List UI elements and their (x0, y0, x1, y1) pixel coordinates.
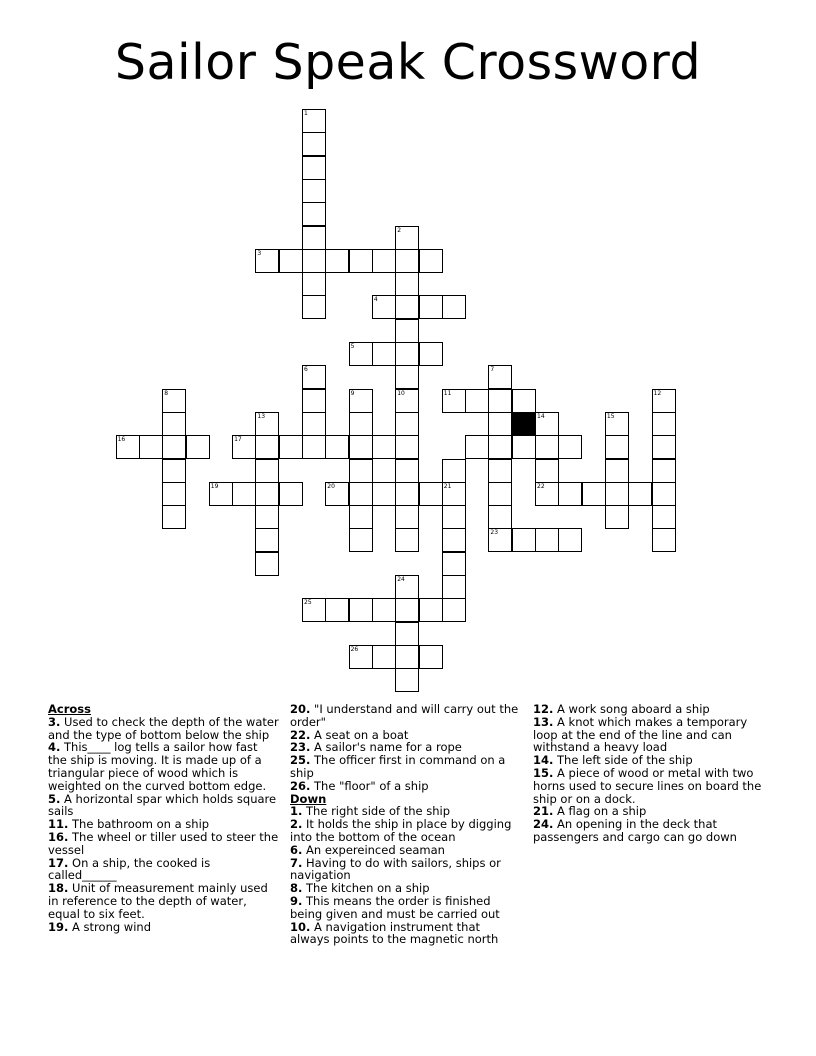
clue-text: It holds the ship in place by digging into the bottom of the ocean (290, 817, 512, 844)
grid-cell[interactable] (302, 435, 326, 459)
grid-cell[interactable] (395, 528, 419, 552)
grid-cell[interactable] (302, 365, 326, 389)
grid-cell[interactable] (442, 552, 466, 576)
clue-number-label: 21. (533, 804, 554, 819)
grid-cell[interactable] (279, 482, 303, 506)
grid-cell[interactable] (488, 365, 512, 389)
grid-cell[interactable] (302, 179, 326, 203)
clue-text: This____ log tells a sailor how fast the ship is moving. It is made up of a triangular piece of wood which is weighted on the curved bottom edge. (48, 740, 267, 793)
clue-text: An expereinced seaman (302, 842, 445, 857)
clue-number-label: 13. (533, 714, 554, 729)
grid-cell[interactable] (465, 435, 489, 459)
grid-cell[interactable] (302, 109, 326, 133)
clue-text: The officer first in command on a ship (290, 753, 506, 780)
clue-number: 20 (327, 482, 335, 490)
grid-cell[interactable] (419, 598, 443, 622)
clue-number-label: 15. (533, 765, 554, 780)
grid-cell[interactable] (488, 435, 512, 459)
grid-cell[interactable] (162, 435, 186, 459)
clue-number: 12 (653, 389, 662, 397)
grid-cell[interactable] (488, 528, 512, 552)
grid-cell[interactable] (349, 598, 373, 622)
grid-cell[interactable] (535, 412, 559, 436)
clue-number-label: 16. (48, 829, 69, 844)
grid-cell[interactable] (372, 598, 396, 622)
grid-cell[interactable] (349, 435, 373, 459)
clue-text: Used to check the depth of the water and the type of bottom below the ship (48, 714, 279, 742)
grid-cell[interactable] (419, 645, 443, 669)
clue-number: 5 (350, 343, 355, 350)
clue-text: The kitchen on a ship (302, 881, 430, 896)
grid-cell[interactable] (535, 482, 559, 506)
clue-number-label: 4. (48, 740, 61, 755)
grid-cell[interactable] (349, 459, 373, 483)
grid-cell[interactable] (255, 482, 279, 506)
grid-cell[interactable] (139, 435, 163, 459)
grid-cell[interactable] (512, 528, 536, 552)
clue-number: 23 (490, 529, 499, 537)
black-cell (512, 412, 536, 436)
grid-cell[interactable] (512, 389, 536, 413)
clue-number: 8 (164, 389, 169, 397)
grid-cell[interactable] (395, 412, 419, 436)
clue-number: 24 (397, 576, 405, 583)
clue-number-label: 3. (48, 714, 61, 729)
grid-cell[interactable] (605, 412, 629, 436)
clue-text: A navigation instrument that always points to the magnetic north (290, 919, 499, 947)
clue-number: 19 (210, 482, 219, 490)
clue-number-label: 8. (290, 881, 303, 896)
grid-cell[interactable] (302, 272, 326, 296)
clue-text: The left side of the ship (553, 753, 693, 768)
clues-column-1 (48, 703, 280, 933)
grid-cell[interactable] (209, 482, 233, 506)
grid-cell[interactable] (302, 295, 326, 319)
grid-cell[interactable] (395, 645, 419, 669)
grid-cell[interactable] (255, 459, 279, 483)
grid-cell[interactable] (302, 389, 326, 413)
clue-text: The wheel or tiller used to steer the vessel (48, 829, 279, 857)
grid-cell[interactable] (349, 528, 373, 552)
grid-cell[interactable] (302, 598, 326, 622)
grid-cell[interactable] (558, 528, 582, 552)
grid-cell[interactable] (395, 575, 419, 599)
clue-number-label: 9. (290, 893, 303, 908)
clue-number-label: 24. (533, 817, 554, 832)
grid-cell[interactable] (255, 528, 279, 552)
grid-cell[interactable] (349, 482, 373, 506)
grid-cell[interactable] (349, 505, 373, 529)
clue-text: A sailor's name for a rope (310, 740, 462, 755)
clue-item (48, 921, 280, 934)
grid-cell[interactable] (488, 459, 512, 483)
clue-item (533, 767, 765, 805)
clue-number: 26 (350, 645, 359, 653)
grid-cell[interactable] (279, 249, 303, 273)
clue-number: 7 (490, 366, 495, 374)
grid-cell[interactable] (372, 482, 396, 506)
grid-cell[interactable] (255, 505, 279, 529)
grid-cell[interactable] (116, 435, 140, 459)
page-title: Sailor Speak Crossword (114, 34, 702, 91)
clue-number: 11 (443, 389, 452, 397)
grid-cell[interactable] (419, 295, 443, 319)
grid-cell[interactable] (512, 435, 536, 459)
grid-cell[interactable] (488, 505, 512, 529)
clue-item (48, 741, 280, 792)
clue-number: 1 (304, 110, 308, 117)
clue-number-label: 10. (290, 919, 311, 934)
grid-cell[interactable] (325, 482, 349, 506)
clue-text: A strong wind (68, 919, 151, 934)
grid-cell[interactable] (488, 482, 512, 506)
grid-cell[interactable] (652, 482, 676, 506)
clue-number: 16 (117, 436, 126, 444)
grid-cell[interactable] (442, 528, 466, 552)
grid-cell[interactable] (652, 459, 676, 483)
grid-cell[interactable] (255, 435, 279, 459)
clue-number: 10 (397, 389, 405, 397)
grid-cell[interactable] (372, 295, 396, 319)
clue-item (290, 818, 522, 844)
clue-number-label: 25. (290, 753, 311, 768)
grid-cell[interactable] (442, 482, 466, 506)
clue-number: 25 (304, 599, 312, 607)
grid-cell[interactable] (395, 668, 419, 692)
across-header: Across (48, 702, 91, 716)
grid-cell[interactable] (372, 645, 396, 669)
grid-cell[interactable] (558, 435, 582, 459)
clue-item (48, 831, 280, 857)
grid-cell[interactable] (349, 645, 373, 669)
clue-number: 21 (443, 482, 452, 490)
clue-number-label: 20. (290, 702, 311, 716)
grid-cell[interactable] (442, 575, 466, 599)
grid-cell[interactable] (395, 342, 419, 366)
grid-cell[interactable] (232, 435, 256, 459)
grid-cell[interactable] (302, 226, 326, 250)
clue-item (533, 716, 765, 754)
clue-item (290, 703, 522, 729)
grid-cell[interactable] (395, 459, 419, 483)
clue-item (48, 793, 280, 819)
clue-text: An opening in the deck that passengers and cargo can go down (533, 817, 737, 844)
grid-cell[interactable] (395, 295, 419, 319)
clue-text: The right side of the ship (302, 804, 451, 819)
clue-text: A flag on a ship (553, 804, 647, 819)
grid-cell[interactable] (442, 505, 466, 529)
grid-cell[interactable] (442, 459, 466, 483)
clue-item (533, 818, 765, 844)
grid-cell[interactable] (652, 528, 676, 552)
clue-number: 14 (537, 412, 545, 420)
grid-cell[interactable] (395, 482, 419, 506)
grid-cell[interactable] (302, 249, 326, 273)
clue-number: 9 (350, 389, 355, 397)
grid-cell[interactable] (488, 389, 512, 413)
clues-column-2 (290, 703, 522, 946)
grid-cell[interactable] (419, 249, 443, 273)
grid-cell[interactable] (395, 249, 419, 273)
grid-cell[interactable] (162, 412, 186, 436)
clue-text: A work song aboard a ship (553, 702, 710, 716)
clue-number-label: 26. (290, 778, 311, 793)
grid-cell[interactable] (442, 295, 466, 319)
clue-number-label: 7. (290, 855, 303, 870)
grid-cell[interactable] (325, 598, 349, 622)
clue-number-label: 11. (48, 817, 69, 832)
grid-cell[interactable] (162, 482, 186, 506)
grid-cell[interactable] (162, 459, 186, 483)
clue-number-label: 18. (48, 881, 69, 896)
grid-cell[interactable] (372, 342, 396, 366)
grid-cell[interactable] (419, 342, 443, 366)
clue-number: 22 (537, 482, 545, 490)
clue-number: 3 (257, 249, 262, 257)
grid-cell[interactable] (605, 505, 629, 529)
clue-number-label: 1. (290, 804, 303, 819)
clue-number: 15 (606, 412, 615, 420)
clue-number: 4 (373, 296, 378, 304)
clue-item (290, 754, 522, 780)
clue-text: On a ship, the cooked is called______ (48, 855, 211, 883)
grid-cell[interactable] (605, 459, 629, 483)
clue-number-label: 19. (48, 919, 69, 934)
grid-cell[interactable] (395, 272, 419, 296)
grid-cell[interactable] (302, 132, 326, 156)
clue-item (48, 716, 280, 742)
clue-number-label: 14. (533, 753, 554, 768)
clue-text: A knot which makes a temporary loop at the end of the line and can withstand a heavy load (533, 714, 748, 755)
grid-cell[interactable] (395, 226, 419, 250)
grid-cell[interactable] (279, 435, 303, 459)
grid-cell[interactable] (535, 435, 559, 459)
clue-item (290, 921, 522, 947)
clue-text: The bathroom on a ship (68, 817, 210, 832)
grid-cell[interactable] (605, 435, 629, 459)
clue-text: A piece of wood or metal with two horns used to secure lines on board the ship or on a dock. (533, 765, 762, 806)
grid-cell[interactable] (325, 435, 349, 459)
clue-text: "I understand and will carry out the order" (290, 702, 519, 729)
grid-cell[interactable] (465, 389, 489, 413)
grid-cell[interactable] (419, 482, 443, 506)
clue-item (290, 780, 522, 793)
grid-cell[interactable] (349, 389, 373, 413)
clue-item (290, 857, 522, 883)
grid-cell[interactable] (652, 505, 676, 529)
clue-text: A horizontal spar which holds square sails (48, 791, 277, 819)
clue-number-label: 23. (290, 740, 311, 755)
clue-text: A seat on a boat (310, 727, 409, 742)
clues-column-3 (533, 703, 765, 844)
grid-cell[interactable] (372, 249, 396, 273)
grid-cell[interactable] (302, 156, 326, 180)
clue-number: 6 (304, 366, 308, 374)
clue-number-label: 12. (533, 702, 554, 716)
grid-cell[interactable] (442, 598, 466, 622)
clue-number-label: 17. (48, 855, 69, 870)
clue-number: 17 (234, 436, 242, 444)
grid-cell[interactable] (628, 482, 652, 506)
grid-cell[interactable] (325, 249, 349, 273)
grid-cell[interactable] (232, 482, 256, 506)
grid-cell[interactable] (652, 389, 676, 413)
clue-text: The "floor" of a ship (310, 778, 429, 793)
clue-number: 2 (397, 226, 402, 234)
grid-cell[interactable] (349, 342, 373, 366)
clue-text: Having to do with sailors, ships or navigation (290, 855, 501, 883)
clue-number: 13 (257, 412, 266, 420)
grid-cell[interactable] (442, 389, 466, 413)
clue-number-label: 22. (290, 727, 311, 742)
grid-cell[interactable] (349, 249, 373, 273)
grid-cell[interactable] (395, 622, 419, 646)
clue-number-label: 2. (290, 817, 303, 832)
grid-cell[interactable] (302, 412, 326, 436)
grid-cell[interactable] (372, 435, 396, 459)
grid-cell[interactable] (395, 365, 419, 389)
grid-cell[interactable] (162, 505, 186, 529)
grid-cell[interactable] (162, 389, 186, 413)
grid-cell[interactable] (558, 482, 582, 506)
grid-cell[interactable] (582, 482, 606, 506)
clue-number-label: 5. (48, 791, 61, 806)
grid-cell[interactable] (652, 435, 676, 459)
grid-cell[interactable] (605, 482, 629, 506)
grid-cell[interactable] (255, 412, 279, 436)
grid-cell[interactable] (349, 412, 373, 436)
clue-text: This means the order is finished being given and must be carried out (290, 893, 500, 921)
grid-cell[interactable] (535, 459, 559, 483)
grid-cell[interactable] (255, 552, 279, 576)
grid-cell[interactable] (186, 435, 210, 459)
grid-cell[interactable] (255, 249, 279, 273)
clue-item (48, 857, 280, 883)
grid-cell[interactable] (395, 598, 419, 622)
grid-cell[interactable] (395, 435, 419, 459)
grid-cell[interactable] (652, 412, 676, 436)
grid-cell[interactable] (395, 505, 419, 529)
grid-cell[interactable] (302, 202, 326, 226)
grid-cell[interactable] (395, 389, 419, 413)
clue-number-label: 6. (290, 842, 303, 857)
down-header: Down (290, 791, 327, 806)
grid-cell[interactable] (535, 528, 559, 552)
clue-item (48, 882, 280, 920)
grid-cell[interactable] (488, 412, 512, 436)
clue-item (290, 895, 522, 921)
grid-cell[interactable] (395, 319, 419, 343)
clue-text: Unit of measurement mainly used in reference to the depth of water, equal to six feet. (48, 881, 268, 921)
